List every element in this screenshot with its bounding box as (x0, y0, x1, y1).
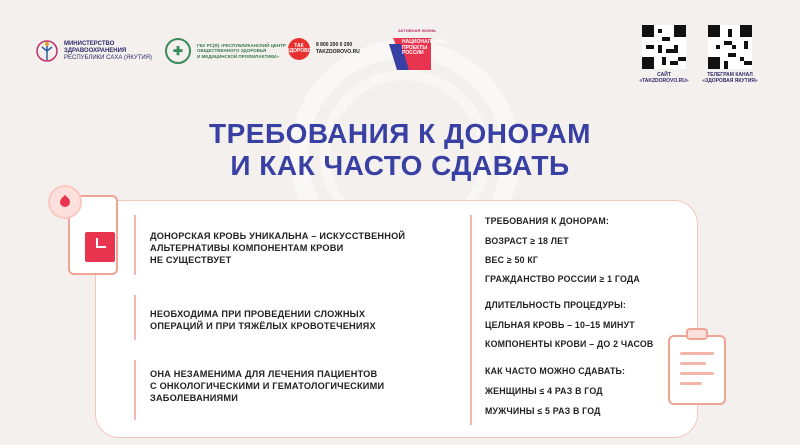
clipboard-line (680, 382, 702, 385)
left-item-3-line2: С ОНКОЛОГИЧЕСКИМИ И ГЕМАТОЛОГИЧЕСКИМИ (150, 381, 385, 391)
tak-zdorovo-contacts (316, 42, 360, 56)
page-title-line2: И КАК ЧАСТО СДАВАТЬ (230, 150, 570, 181)
qr-site-label (634, 72, 694, 84)
left-item-1 (150, 230, 450, 266)
left-item-2 (150, 308, 450, 332)
left-item-1-line1: ДОНОРСКАЯ КРОВЬ УНИКАЛЬНА – ИСКУССТВЕННОЙ (150, 231, 406, 241)
center-line2: ОБЩЕСТВЕННОГО ЗДОРОВЬЯ (197, 48, 267, 54)
blood-bag-mark (96, 238, 106, 248)
requirement-citizenship: ГРАЖДАНСТВО РОССИИ ≥ 1 ГОДА (485, 274, 640, 284)
np-line1: НАЦИОНАЛЬНЫЕ (402, 39, 447, 45)
ministry-emblem-icon (36, 38, 58, 64)
left-item-2-line2: ОПЕРАЦИЙ И ПРИ ТЯЖЁЛЫХ КРОВОТЕЧЕНИЯХ (150, 321, 376, 331)
medical-cross-icon: ✚ (165, 38, 191, 64)
ministry-line2: ЗДРАВООХРАНЕНИЯ (64, 47, 127, 54)
national-projects-text (402, 40, 447, 57)
left-timeline (134, 215, 136, 430)
clipboard-line (680, 362, 706, 365)
ministry-line1: МИНИСТЕРСТВО (64, 40, 115, 47)
ministry-line3: РЕСПУБЛИКИ САХА (ЯКУТИЯ) (64, 54, 153, 61)
np-line2: ПРОЕКТЫ (402, 44, 428, 51)
center-line1: ГБУ РС(Я) «РЕСПУБЛИКАНСКИЙ ЦЕНТР (197, 42, 286, 48)
left-item-1-line2: АЛЬТЕРНАТИВЫ КОМПОНЕНТАМ КРОВИ (150, 243, 344, 253)
requirement-weight: ВЕС ≥ 50 КГ (485, 255, 539, 265)
requirement-age: ВОЗРАСТ ≥ 18 ЛЕТ (485, 236, 569, 246)
requirements-heading: ТРЕБОВАНИЯ К ДОНОРАМ: (485, 216, 610, 226)
center-line3: И МЕДИЦИНСКОЙ ПРОФИЛАКТИКИ» (197, 53, 279, 59)
clipboard-line (680, 352, 714, 355)
ministry-name (64, 41, 152, 62)
clipboard-clip (686, 328, 708, 340)
clipboard-line (680, 372, 714, 375)
qr-telegram-label (700, 72, 760, 84)
qr-telegram-line1: ТЕЛЕГРАМ КАНАЛ (707, 72, 753, 78)
duration-components: КОМПОНЕНТЫ КРОВИ – ДО 2 ЧАСОВ (485, 339, 654, 349)
tak-zdorovo-badge: ТАК ЗДОРОВО (288, 38, 310, 60)
left-item-3-line1: ОНА НЕЗАМЕНИМА ДЛЯ ЛЕЧЕНИЯ ПАЦИЕНТОВ (150, 369, 378, 379)
tak-zdorovo-logo (288, 38, 360, 60)
center-name (197, 43, 286, 60)
hotline-phone: 8 800 200 0 200 (316, 42, 353, 48)
public-health-center-logo (165, 38, 286, 64)
frequency-women: ЖЕНЩИНЫ ≤ 4 РАЗ В ГОД (485, 386, 603, 396)
qr-site-line1: САЙТ (657, 72, 671, 78)
left-item-3-line3: ЗАБОЛЕВАНИЯМИ (150, 393, 238, 403)
duration-heading: ДЛИТЕЛЬНОСТЬ ПРОЦЕДУРЫ: (485, 300, 627, 310)
left-item-1-line3: НЕ СУЩЕСТВУЕТ (150, 255, 232, 265)
right-timeline (470, 215, 472, 425)
ministry-logo (36, 38, 152, 64)
left-item-3 (150, 368, 450, 404)
blood-drop-icon (48, 185, 82, 219)
frequency-men: МУЖЧИНЫ ≤ 5 РАЗ В ГОД (485, 406, 601, 416)
page-title-line1: ТРЕБОВАНИЯ К ДОНОРАМ (208, 118, 591, 149)
duration-whole-blood: ЦЕЛЬНАЯ КРОВЬ – 10–15 МИНУТ (485, 320, 635, 330)
qr-site-line2: «TAKZDOROVO.RU» (639, 78, 689, 84)
np-line3: РОССИИ (402, 50, 424, 56)
qr-code-telegram-icon[interactable] (708, 25, 752, 69)
national-projects-caption: АКТИВНАЯ ЖИЗНЬ (398, 28, 437, 33)
left-item-2-line1: НЕОБХОДИМА ПРИ ПРОВЕДЕНИИ СЛОЖНЫХ (150, 309, 366, 319)
clipboard-icon (668, 335, 726, 405)
frequency-heading: КАК ЧАСТО МОЖНО СДАВАТЬ: (485, 366, 626, 376)
qr-telegram-line2: «ЗДОРОВАЯ ЯКУТИЯ» (702, 78, 758, 84)
site-link: TAKZDOROVO.RU (316, 49, 360, 55)
qr-code-site-icon[interactable] (642, 25, 686, 69)
